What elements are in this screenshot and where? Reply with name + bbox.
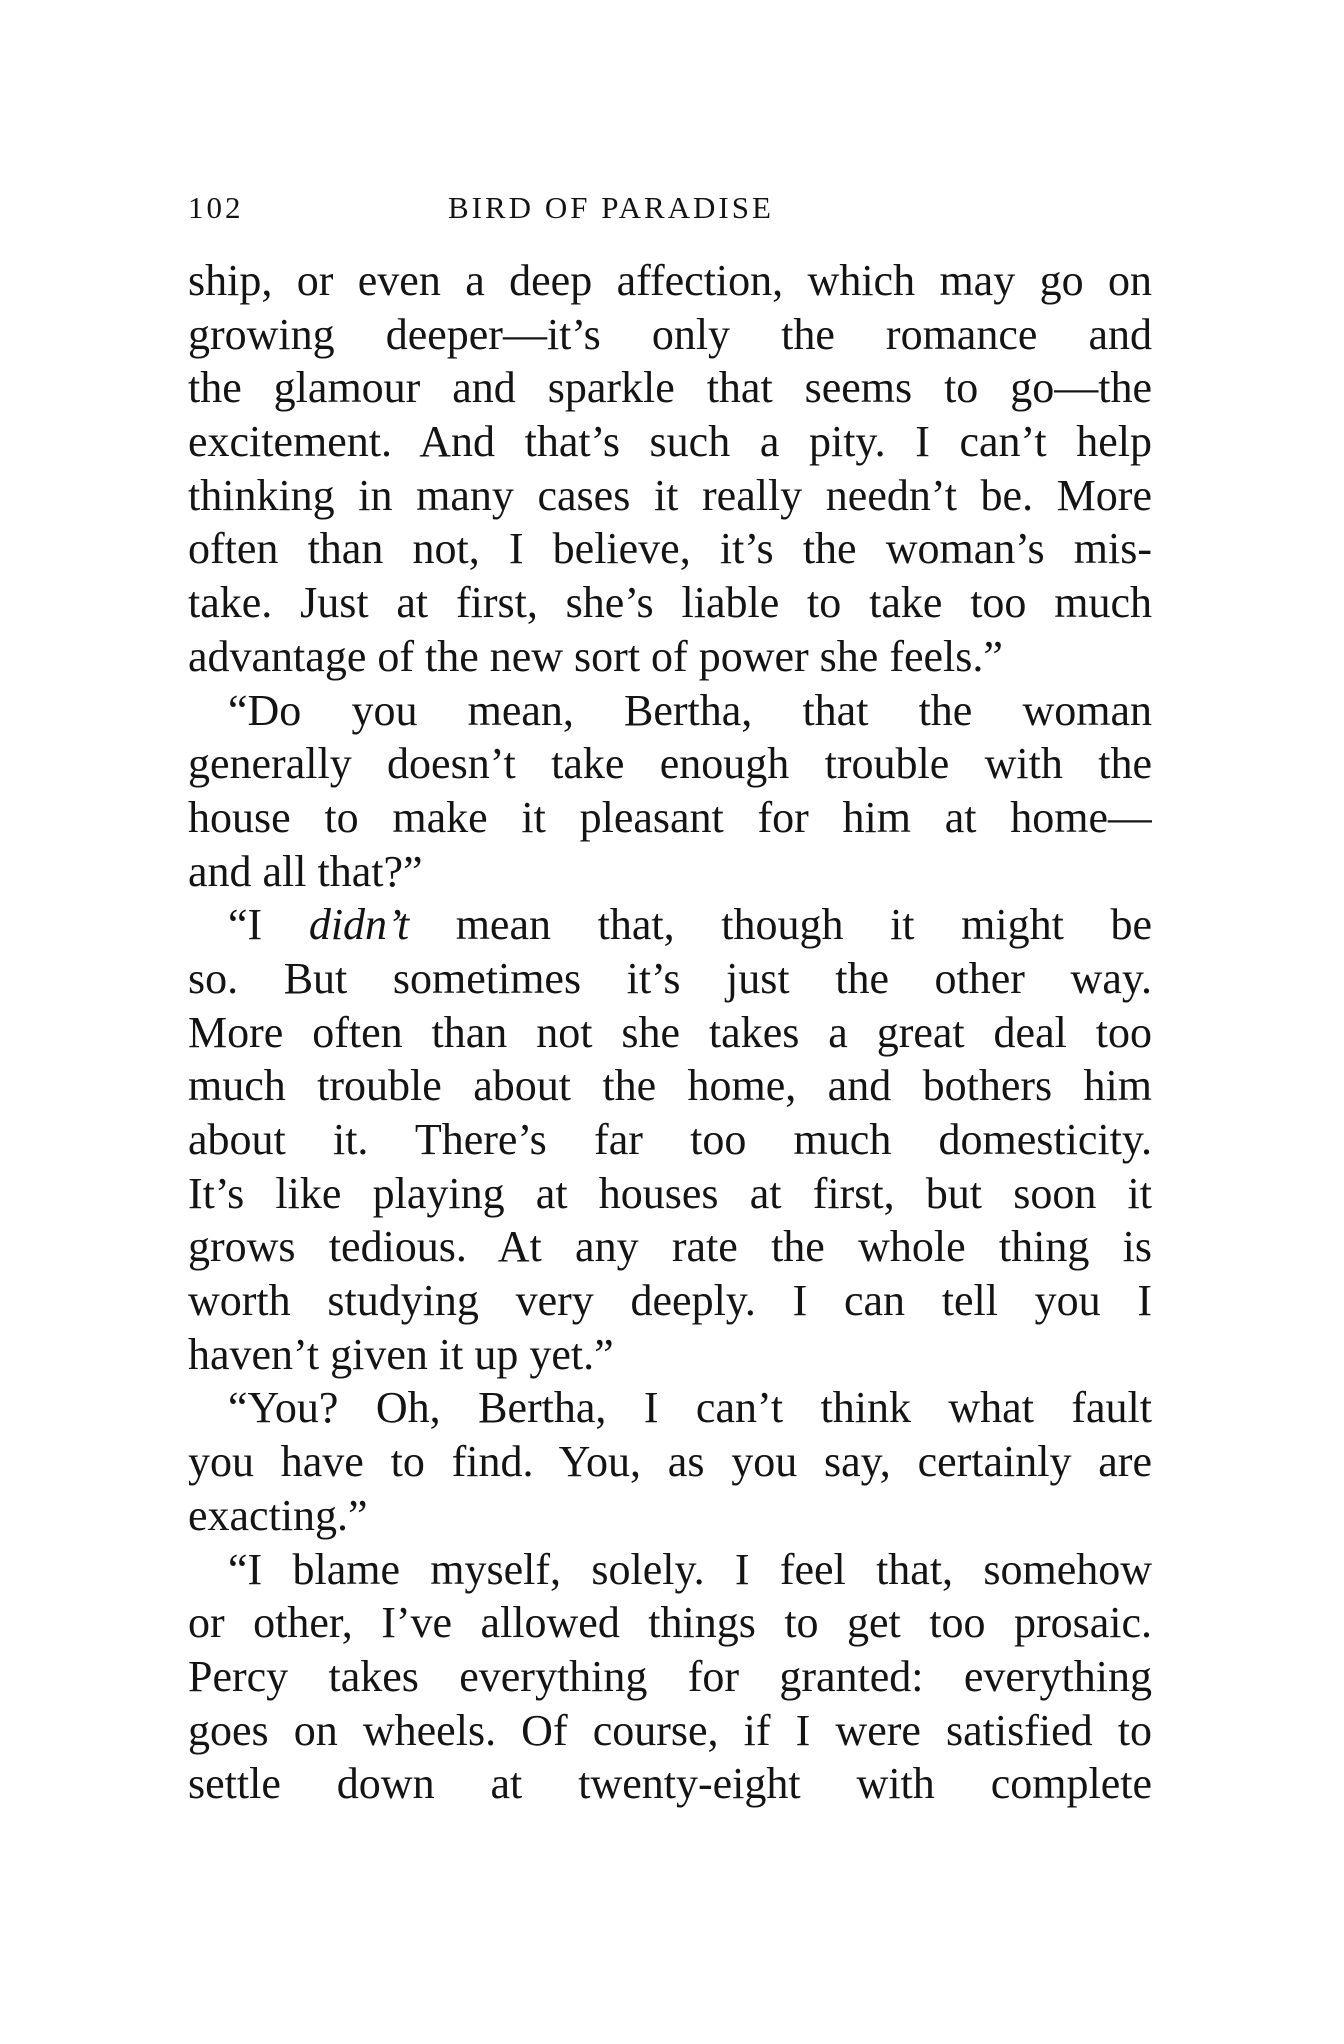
- italic-word: didn’t: [308, 900, 410, 950]
- text-line: excitement. And that’s such a pity. I can’t help: [188, 417, 1152, 467]
- running-title: BIRD OF PARADISE: [448, 190, 774, 225]
- text-line: growing deeper—it’s only the romance and: [188, 309, 1152, 359]
- text-line: much trouble about the home, and bothers him: [188, 1061, 1152, 1111]
- text-line: house to make it pleasant for him at home—: [188, 792, 1152, 842]
- text-line: Percy takes everything for granted: everything: [188, 1651, 1152, 1701]
- book-page: [188, 190, 1152, 1811]
- text-line: the glamour and sparkle that seems to go—the: [188, 363, 1152, 413]
- text-line: and all that?”: [188, 846, 423, 896]
- text-line: worth studying very deeply. I can tell you I: [188, 1276, 1152, 1326]
- text-line: [188, 898, 1152, 952]
- text-line: thinking in many cases it really needn’t be. More: [188, 470, 1152, 520]
- text-line: haven’t given it up yet.”: [188, 1329, 614, 1379]
- text-line: advantage of the new sort of power she feels.”: [188, 631, 1003, 681]
- text-line: “Do you mean, Bertha, that the woman: [228, 685, 1152, 735]
- text-line: you have to find. You, as you say, certainly are: [188, 1437, 1152, 1487]
- text-line: so. But sometimes it’s just the other way.: [188, 953, 1152, 1003]
- text-line: grows tedious. At any rate the whole thing is: [188, 1222, 1152, 1272]
- text-line: goes on wheels. Of course, if I were satisfied to: [188, 1705, 1152, 1755]
- text-line: or other, I’ve allowed things to get too prosaic.: [188, 1598, 1152, 1648]
- text-line: settle down at twenty-eight with complete: [188, 1759, 1152, 1809]
- page-number: 102: [188, 190, 244, 225]
- text-line: It’s like playing at houses at first, but soon it: [188, 1168, 1152, 1218]
- text-line: ship, or even a deep affection, which may go on: [188, 256, 1152, 305]
- text-line: about it. There’s far too much domesticity.: [188, 1115, 1152, 1164]
- text-line: often than not, I believe, it’s the woman’s mis-: [188, 524, 1152, 574]
- text-line: take. Just at first, she’s liable to take too much: [188, 578, 1152, 628]
- body-text: [188, 254, 1152, 1811]
- text-fragment: mean that, though it might be: [409, 900, 1152, 950]
- text-line: “I blame myself, solely. I feel that, somehow: [228, 1544, 1152, 1594]
- running-head: [188, 190, 1152, 240]
- text-line: “You? Oh, Bertha, I can’t think what fault: [228, 1383, 1152, 1433]
- text-line: exacting.”: [188, 1490, 368, 1540]
- text-fragment: “I: [228, 900, 309, 950]
- text-line: More often than not she takes a great deal too: [188, 1007, 1152, 1057]
- text-line: generally doesn’t take enough trouble with the: [188, 739, 1152, 789]
